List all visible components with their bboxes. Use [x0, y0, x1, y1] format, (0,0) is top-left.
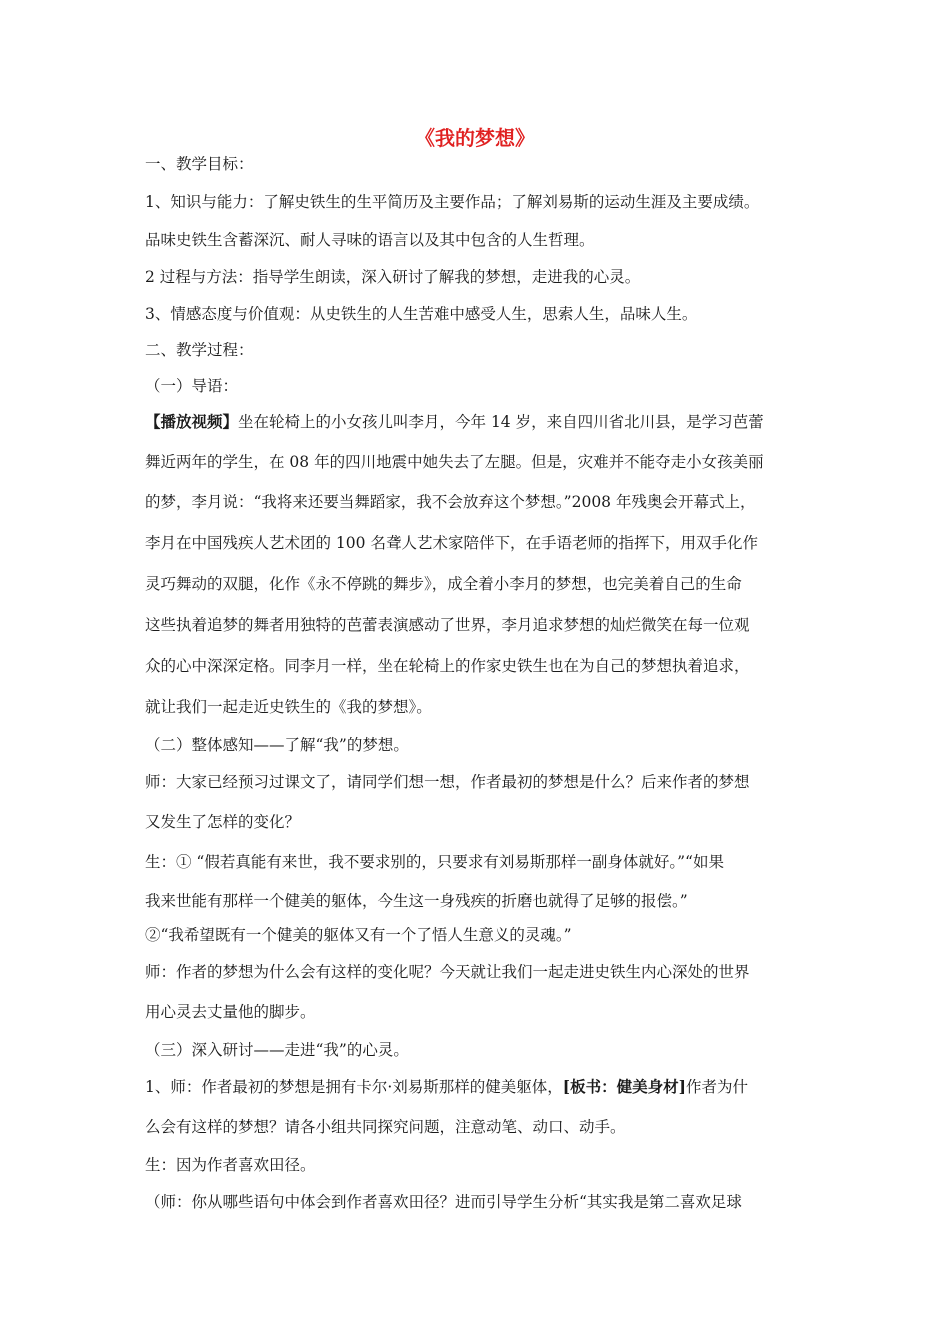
- paragraph-line: 李月在中国残疾人艺术团的 100 名聋人艺术家陪伴下，在手语老师的指挥下，用双手化作: [145, 534, 758, 552]
- paragraph-line: 这些执着追梦的舞者用独特的芭蕾表演感动了世界，李月追求梦想的灿烂微笑在每一位观: [145, 616, 750, 634]
- subsection-heading: （三）深入研讨——走进“我”的心灵。: [145, 1041, 409, 1059]
- paragraph-line: 么会有这样的梦想？请各小组共同探究问题，注意动笔、动口、动手。: [145, 1118, 626, 1136]
- paragraph-line: 就让我们一起走近史铁生的《我的梦想》。: [145, 698, 432, 716]
- paragraph-text: 1、师：作者最初的梦想是拥有卡尔·刘易斯那样的健美躯体，: [145, 1078, 563, 1096]
- board-tag: [板书：健美身材]: [562, 1077, 686, 1096]
- paragraph-line: [145, 1075, 748, 1097]
- section-heading: 一、教学目标：: [145, 155, 254, 173]
- subsection-heading: （二）整体感知——了解“我”的梦想。: [145, 736, 409, 754]
- video-tag: 【播放视频】: [145, 412, 239, 431]
- paragraph-line: 灵巧舞动的双腿，化作《永不停跳的舞步》，成全着小李月的梦想，也完美着自己的生命: [145, 575, 742, 593]
- paragraph-text: 坐在轮椅上的小女孩儿叫李月，今年 14 岁，来自四川省北川县，是学习芭蕾: [238, 413, 764, 431]
- paragraph-line: 用心灵去丈量他的脚步。: [145, 1003, 316, 1021]
- paragraph-line: 3、情感态度与价值观：从史铁生的人生苦难中感受人生，思索人生，品味人生。: [145, 305, 698, 323]
- paragraph-line: 生：因为作者喜欢田径。: [145, 1156, 316, 1174]
- paragraph-line: 师：大家已经预习过课文了，请同学们想一想，作者最初的梦想是什么？后来作者的梦想: [145, 773, 750, 791]
- paragraph-line: 2 过程与方法：指导学生朗读，深入研讨了解我的梦想，走进我的心灵。: [145, 268, 641, 286]
- paragraph-line: （师：你从哪些语句中体会到作者喜欢田径？进而引导学生分析“其实我是第二喜欢足球: [145, 1193, 742, 1211]
- paragraph-line: 众的心中深深定格。同李月一样，坐在轮椅上的作家史铁生也在为自己的梦想执着追求，: [145, 657, 750, 675]
- section-heading: 二、教学过程：: [145, 341, 254, 359]
- paragraph-text: 作者为什: [685, 1078, 748, 1096]
- paragraph-line: 舞近两年的学生，在 08 年的四川地震中她失去了左腿。但是，灾难并不能夺走小女孩美丽: [145, 453, 764, 471]
- document-title: 《我的梦想》: [415, 126, 535, 150]
- paragraph-line: 师：作者的梦想为什么会有这样的变化呢？今天就让我们一起走进史铁生内心深处的世界: [145, 963, 750, 981]
- paragraph-line: ②“我希望既有一个健美的躯体又有一个了悟人生意义的灵魂。”: [145, 926, 572, 944]
- paragraph-line: 又发生了怎样的变化？: [145, 813, 301, 831]
- paragraph-line: 品味史铁生含蓄深沉、耐人寻味的语言以及其中包含的人生哲理。: [145, 231, 595, 249]
- paragraph-line: [145, 410, 764, 432]
- paragraph-line: 的梦，李月说：“我将来还要当舞蹈家，我不会放弃这个梦想。”2008 年残奥会开幕式上，: [145, 493, 756, 511]
- paragraph-line: 生：① “假若真能有来世，我不要求别的，只要求有刘易斯那样一副身体就好。”“如果: [145, 853, 724, 871]
- paragraph-line: 我来世能有那样一个健美的躯体，今生这一身残疾的折磨也就得了足够的报偿。”: [145, 892, 688, 910]
- paragraph-line: 1、知识与能力：了解史铁生的生平简历及主要作品；了解刘易斯的运动生涯及主要成绩。: [145, 193, 760, 211]
- subsection-heading: （一）导语：: [145, 377, 239, 395]
